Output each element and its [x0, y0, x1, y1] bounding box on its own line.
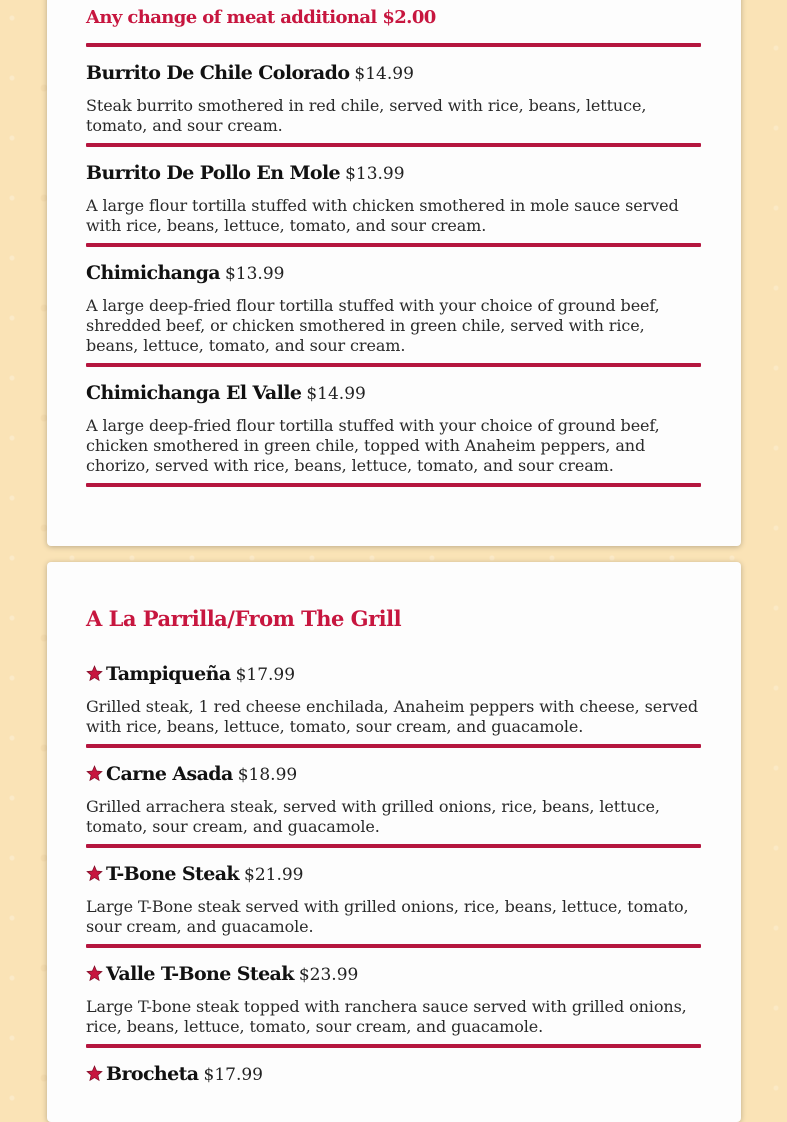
- menu-item-name: T-Bone Steak: [106, 863, 239, 885]
- section-title: A La Parrilla/From The Grill: [86, 606, 402, 631]
- menu-item-header: [86, 861, 701, 889]
- menu-item-header: [86, 761, 701, 789]
- menu-item: [86, 648, 701, 748]
- menu-item-description: Large T-Bone steak served with grilled onions, rice, beans, lettuce, tomato, sour cream, and guacamole.: [86, 897, 689, 936]
- menu-item-description: A large deep-fried flour tortilla stuffed with your choice of ground beef, shredded beef, or chicken smothered in green chile, served with rice, beans, lettuce, tomato, and sour cream.: [86, 296, 660, 355]
- menu-item: [86, 848, 701, 948]
- menu-item-description: Grilled steak, 1 red cheese enchilada, Anaheim peppers with cheese, served with rice, beans, lettuce, tomato, sour cream, and guacamole.: [86, 697, 699, 736]
- menu-item: [86, 47, 701, 147]
- menu-item: [86, 147, 701, 247]
- menu-item-description: Steak burrito smothered in red chile, served with rice, beans, lettuce, tomato, and sour cream.: [86, 96, 647, 135]
- menu-item: [86, 367, 701, 487]
- menu-item-description: Grilled arrachera steak, served with grilled onions, rice, beans, lettuce, tomato, sour cream, and guacamole.: [86, 797, 660, 836]
- menu-item-name: Burrito De Pollo En Mole: [86, 162, 341, 184]
- star-icon: [86, 765, 103, 782]
- meat-change-note: Any change of meat additional $2.00: [86, 7, 436, 28]
- menu-item-name: Brocheta: [106, 1063, 199, 1085]
- menu-item-name: Carne Asada: [106, 763, 233, 785]
- divider: [86, 483, 701, 487]
- menu-item-price: $14.99: [354, 64, 414, 84]
- menu-item-description: A large flour tortilla stuffed with chicken smothered in mole sauce served with rice, beans, lettuce, tomato, and sour cream.: [86, 196, 679, 235]
- menu-item-header: [86, 1061, 701, 1089]
- menu-item: [86, 247, 701, 367]
- menu-item-header: [86, 661, 701, 689]
- menu-item-price: $13.99: [345, 164, 405, 184]
- menu-item-name: Chimichanga El Valle: [86, 382, 302, 404]
- menu-item: [86, 748, 701, 848]
- menu-item-description: A large deep-fried flour tortilla stuffed with your choice of ground beef, chicken smothered in green chile, topped with Anaheim peppers, and chorizo, served with rice, beans, lettuce, tomato, and sour cream.: [86, 416, 660, 475]
- menu-item: [86, 1048, 701, 1089]
- menu-item-price: $18.99: [237, 765, 298, 785]
- menu-item-price: $21.99: [244, 865, 304, 885]
- menu-item: [86, 948, 701, 1048]
- menu-item-name: Valle T-Bone Steak: [106, 963, 294, 985]
- menu-item-price: $17.99: [203, 1065, 263, 1085]
- menu-item-name: Chimichanga: [86, 262, 220, 284]
- menu-card-grill: [47, 562, 741, 1122]
- menu-item-price: $17.99: [235, 665, 296, 685]
- menu-item-price: $13.99: [224, 264, 285, 284]
- star-icon: [86, 1065, 103, 1082]
- menu-item-price: $14.99: [306, 384, 366, 404]
- star-icon: [86, 865, 103, 882]
- menu-item-header: [86, 60, 701, 88]
- menu-item-header: [86, 961, 701, 989]
- menu-item-name: Tampiqueña: [106, 663, 231, 685]
- menu-item-header: [86, 160, 701, 188]
- menu-item-header: [86, 260, 701, 288]
- menu-card-combos: [47, 0, 741, 546]
- menu-item-price: $23.99: [298, 965, 359, 985]
- menu-item-description: Large T-bone steak topped with ranchera sauce served with grilled onions, rice, beans, lettuce, tomato, sour cream, and guacamole.: [86, 997, 687, 1036]
- star-icon: [86, 965, 103, 982]
- menu-item-header: [86, 380, 701, 408]
- menu-item-name: Burrito De Chile Colorado: [86, 62, 350, 84]
- star-icon: [86, 665, 103, 682]
